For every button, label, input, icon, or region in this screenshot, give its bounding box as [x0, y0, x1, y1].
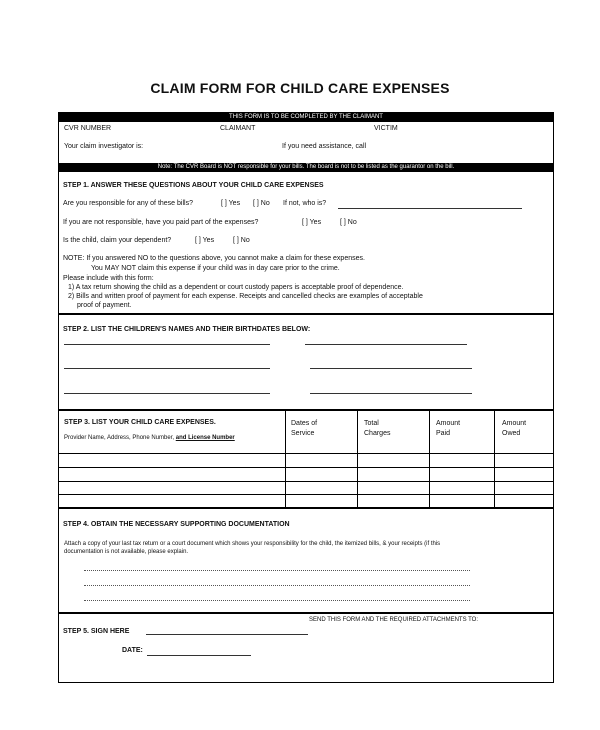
divider [58, 507, 554, 509]
col-owed-line1: Amount [502, 420, 527, 427]
form-title: CLAIM FORM FOR CHILD CARE EXPENSES [150, 80, 450, 96]
q1-label: Are you responsible for any of these bills? [63, 200, 193, 207]
child-name-field-3[interactable] [64, 393, 270, 394]
assistance-label: If you need assistance, call [282, 143, 367, 150]
provider-label [64, 435, 235, 441]
signature-field[interactable] [146, 634, 308, 635]
step3-heading: STEP 3. LIST YOUR CHILD CARE EXPENSES. [64, 419, 216, 426]
q2-no-checkbox[interactable]: [ ] No [340, 219, 357, 226]
divider [58, 313, 554, 315]
step1-heading: STEP 1. ANSWER THESE QUESTIONS ABOUT YOUR CHILD CARE EXPENSES [63, 182, 324, 189]
q2-label: If you are not responsible, have you paid part of the expenses? [63, 219, 259, 226]
include-item-1: 1) A tax return showing the child as a dependent or court custody papers is acceptable proof of dependence. [68, 284, 404, 291]
step4-heading: STEP 4. OBTAIN THE NECESSARY SUPPORTING DOCUMENTATION [63, 521, 290, 528]
table-row[interactable] [58, 494, 554, 495]
table-row[interactable] [58, 481, 554, 482]
col-total-line1: Total [364, 420, 379, 427]
step4-text-1: Attach a copy of your last tax return or a court document which shows your responsibility for the child, the itemized bills, & your receipts (if this [64, 541, 441, 547]
note-bar: Note: The CVR Board is NOT responsible for your bills. The board is not to be listed as the guarantor on the bill. [58, 163, 554, 172]
q2-yes-checkbox[interactable]: [ ] Yes [302, 219, 322, 226]
child-birthdate-field-1[interactable] [305, 344, 467, 345]
q3-yes-checkbox[interactable]: [ ] Yes [195, 237, 215, 244]
child-name-field-2[interactable] [64, 368, 270, 369]
date-label: DATE: [122, 647, 143, 654]
col-dates-line2: Service [291, 430, 315, 437]
table-col-divider [285, 410, 286, 507]
table-col-divider [494, 410, 495, 507]
victim-label: VICTIM [374, 125, 398, 132]
col-total-line2: Charges [364, 430, 391, 437]
col-dates [291, 419, 317, 439]
col-owed-line2: Owed [502, 430, 521, 437]
col-paid-line2: Paid [436, 430, 451, 437]
child-birthdate-field-2[interactable] [310, 368, 472, 369]
sign-label: STEP 5. SIGN HERE [63, 628, 130, 635]
note-line-2: You MAY NOT claim this expense if your child was in day care prior to the crime. [91, 265, 340, 272]
license-label-text: and License Number [175, 435, 235, 441]
date-field[interactable] [147, 655, 251, 656]
step4-text-2: documentation is not available, please explain. [64, 549, 189, 555]
table-row[interactable] [58, 467, 554, 468]
table-col-divider [357, 410, 358, 507]
col-paid-line1: Amount [436, 420, 461, 427]
q1-if-not-label: If not, who is? [283, 200, 327, 207]
explain-field-3[interactable] [84, 600, 470, 601]
include-item-2: 2) Bills and written proof of payment for each expense. Receipts and cancelled checks are examples of acceptable [68, 293, 423, 300]
col-owed [502, 419, 526, 439]
q3-no-checkbox[interactable]: [ ] No [233, 237, 250, 244]
child-birthdate-field-3[interactable] [310, 393, 472, 394]
col-total [364, 419, 390, 439]
divider [58, 612, 554, 614]
explain-field-1[interactable] [84, 570, 470, 571]
explain-field-2[interactable] [84, 585, 470, 586]
q1-no-checkbox[interactable]: [ ] No [253, 200, 270, 207]
step2-heading: STEP 2. LIST THE CHILDREN'S NAMES AND THEIR BIRTHDATES BELOW: [63, 326, 311, 333]
provider-label-text: Provider Name, Address, Phone Number, [64, 435, 175, 441]
q3-label: Is the child, claim your dependent? [63, 237, 172, 244]
table-row[interactable] [58, 453, 554, 454]
q1-yes-checkbox[interactable]: [ ] Yes [221, 200, 241, 207]
form-border [58, 112, 554, 683]
claimant-bar: THIS FORM IS TO BE COMPLETED BY THE CLAIMANT [58, 113, 554, 122]
claimant-label: CLAIMANT [220, 125, 256, 132]
divider [58, 409, 554, 411]
investigator-label: Your claim investigator is: [64, 143, 144, 150]
include-label: Please include with this form: [63, 275, 154, 282]
note-line-1: NOTE: If you answered NO to the questions above, you cannot make a claim for these expenses. [63, 255, 365, 262]
q1-who-field[interactable] [338, 208, 522, 209]
send-label: SEND THIS FORM AND THE REQUIRED ATTACHMENTS TO: [309, 617, 479, 623]
col-paid [436, 419, 460, 439]
col-dates-line1: Dates of [291, 420, 318, 427]
table-col-divider [429, 410, 430, 507]
child-name-field-1[interactable] [64, 344, 270, 345]
include-item-2-cont: proof of payment. [77, 302, 132, 309]
cvr-number-label: CVR NUMBER [64, 125, 112, 132]
